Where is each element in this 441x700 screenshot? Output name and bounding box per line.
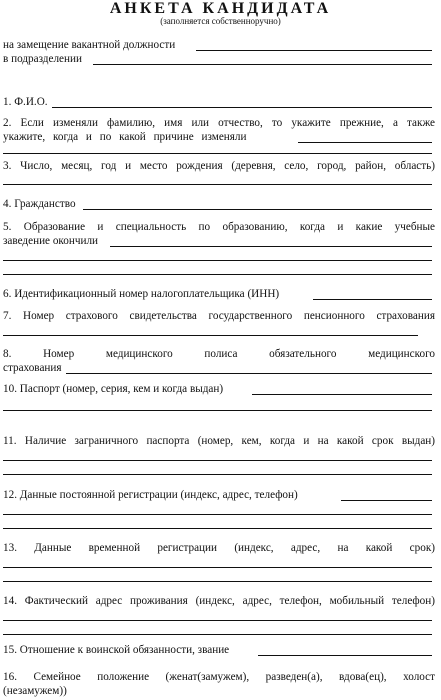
q5-field-line3[interactable] [3, 274, 432, 275]
form-title: АНКЕТА КАНДИДАТА [109, 0, 332, 17]
q13-field-line2[interactable] [3, 581, 432, 582]
q11-label: 11. Наличие заграничного паспорта (номер, кем, когда и на какой срок выдан) [3, 435, 435, 447]
q14-field-line2[interactable] [3, 634, 432, 635]
q10-field-line1[interactable] [252, 394, 432, 395]
q10-field-line2[interactable] [3, 410, 432, 411]
q2-label-line2: укажите, когда и по какой причине изменяли [3, 131, 247, 143]
q3-field[interactable] [3, 184, 432, 185]
q8-field[interactable] [66, 373, 432, 374]
q12-field-line3[interactable] [3, 528, 432, 529]
q6-label: 6. Идентификационный номер налогоплательщика (ИНН) [3, 288, 280, 300]
q16-label-line2: (незамужем)) [3, 685, 67, 697]
q8-label-line2: страхования [3, 362, 62, 374]
q12-label: 12. Данные постоянной регистрации (индекс, адрес, телефон) [3, 489, 298, 501]
q1-field[interactable] [52, 107, 432, 108]
q13-field-line1[interactable] [3, 567, 432, 568]
q15-label: 15. Отношение к воинской обязанности, звание [3, 644, 230, 656]
q16-label-line1: 16. Семейное положение (женат(замужем), разведен(а), вдова(ец), холост [3, 671, 435, 683]
q8-label-line1: 8. Номер медицинского полиса обязательного медицинского [3, 348, 435, 360]
q2-field-line2[interactable] [3, 153, 432, 154]
q5-field-line1[interactable] [110, 246, 432, 247]
q5-field-line2[interactable] [3, 260, 432, 261]
q10-label: 10. Паспорт (номер, серия, кем и когда выдан) [3, 383, 224, 395]
q12-field-line2[interactable] [3, 514, 432, 515]
q7-label: 7. Номер страхового свидетельства государственного пенсионного страхования [3, 310, 435, 322]
q14-label: 14. Фактический адрес проживания (индекс, адрес, телефон, мобильный телефон) [3, 595, 435, 607]
vacancy-field[interactable] [196, 50, 432, 51]
q12-field-line1[interactable] [341, 500, 432, 501]
q1-label: 1. Ф.И.О. [3, 96, 48, 108]
form-subtitle: (заполняется собственноручно) [160, 16, 281, 26]
q15-field[interactable] [258, 655, 432, 656]
q14-field-line1[interactable] [3, 620, 432, 621]
q6-field[interactable] [313, 299, 432, 300]
q5-label-line1: 5. Образование и специальность по образованию, когда и какие учебные [3, 221, 435, 233]
q4-label: 4. Гражданство [3, 198, 76, 210]
department-label: в подразделении [3, 53, 82, 65]
q7-field[interactable] [3, 335, 418, 336]
q11-field-line2[interactable] [3, 474, 432, 475]
q13-label: 13. Данные временной регистрации (индекс, адрес, на какой срок) [3, 542, 435, 554]
q11-field-line1[interactable] [3, 460, 432, 461]
department-field[interactable] [93, 64, 432, 65]
vacancy-label: на замещение вакантной должности [3, 39, 176, 51]
q2-label-line1: 2. Если изменяли фамилию, имя или отчество, то укажите прежние, а также [3, 117, 435, 129]
q5-label-line2: заведение окончили [3, 235, 99, 247]
q3-label: 3. Число, месяц, год и место рождения (деревня, село, город, район, область) [3, 160, 435, 172]
q2-field-line1[interactable] [298, 142, 432, 143]
q4-field[interactable] [83, 209, 432, 210]
